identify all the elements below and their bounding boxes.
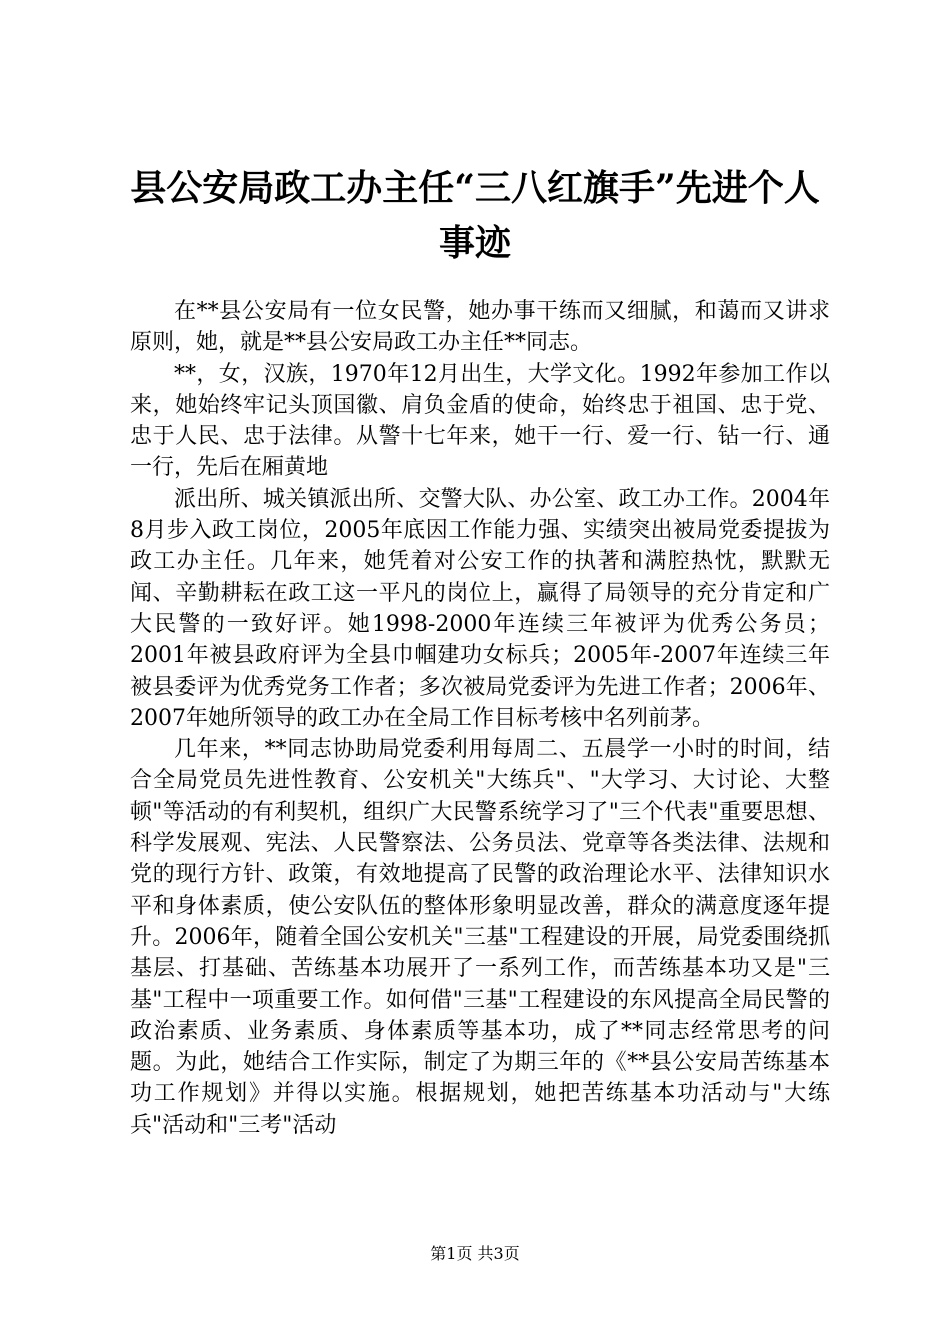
document-body [130, 296, 830, 1141]
paragraph-training: 几年来，**同志协助局党委利用每周二、五晨学一小时的时间，结合全局党员先进性教育、公安机关"大练兵"、"大学习、大讨论、大整顿"等活动的有利契机，组织广大民警系统学习了"三个代表"重要思想、科学发展观、宪法、人民警察法、公务员法、党章等各类法律、法规和党的现行方针、政策，有效地提高了民警的政治理论水平、法律知识水平和身体素质，使公安队伍的整体形象明显改善，群众的满意度逐年提升。2006年，随着全国公安机关"三基"工程建设的开展，局党委围绕抓基层、打基础、苦练基本功展开了一系列工作，而苦练基本功又是"三基"工程中一项重要工作。如何借"三基"工程建设的东风提高全局民警的政治素质、业务素质、身体素质等基本功，成了**同志经常思考的问题。为此，她结合工作实际，制定了为期三年的《**县公安局苦练基本功工作规划》并得以实施。根据规划，她把苦练基本功活动与"大练兵"活动和"三考"活动 [130, 737, 830, 1138]
paragraph-profile: **，女，汉族，1970年12月出生，大学文化。1992年参加工作以来，她始终牢记头顶国徽、肩负金盾的使命，始终忠于祖国、忠于党、忠于人民、忠于法律。从警十七年来，她干一行、爱一行、钻一行、通一行，先后在厢黄地 [130, 361, 830, 481]
page-number-footer: 第1页 共3页 [430, 1244, 520, 1263]
paragraph-career: 派出所、城关镇派出所、交警大队、办公室、政工办工作。2004年8月步入政工岗位，2005年底因工作能力强、实绩突出被局党委提拔为政工办主任。几年来，她凭着对公安工作的执著和满腔热忱，默默无闻、辛勤耕耘在政工这一平凡的岗位上，赢得了局领导的充分肯定和广大民警的一致好评。她1998-2000年连续三年被评为优秀公务员；2001年被县政府评为全县巾帼建功女标兵；2005年-2007年连续三年被县委评为优秀党务工作者；多次被局党委评为先进工作者；2006年、2007年她所领导的政工办在全局工作目标考核中名列前茅。 [130, 486, 830, 731]
document-title-line-1: 县公安局政工办主任“三八红旗手”先进个人 [130, 167, 820, 209]
document-title-line-2: 事迹 [438, 222, 511, 264]
paragraph-intro: 在**县公安局有一位女民警，她办事干练而又细腻，和蔼而又讲求原则，她，就是**县公安局政工办主任**同志。 [130, 299, 830, 356]
